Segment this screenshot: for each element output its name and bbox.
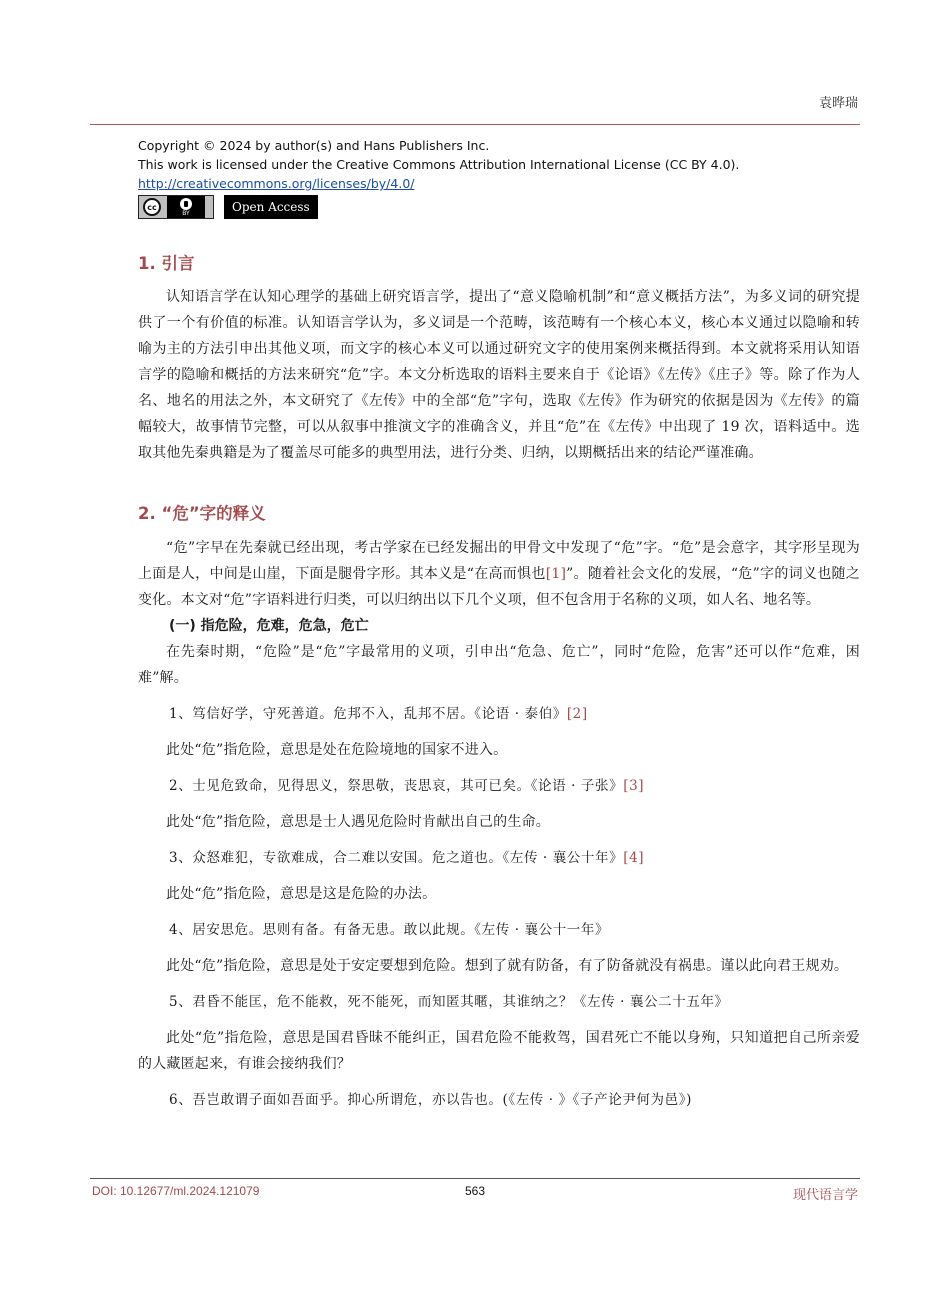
citation-link[interactable]: [4]: [623, 850, 645, 866]
section-1-paragraph: 认知语言学在认知心理学的基础上研究语言学，提出了“意义隐喻机制”和“意义概括方法”，为多义词的研究提供了一个有价值的标准。认知语言学认为，多义词是一个范畴，该范畴有一个核心本义，核心本义通过以隐喻和转喻为主的方法引申出其他义项，而文字的核心本义可以通过研究文字的使用案例来概括得到。本文就将采用认知语言学的隐喻和概括的方法来研究“危”字。本文分析选取的语料主要来自于《论语》《左传》《庄子》等。除了作为人名、地名的用法之外，本文研究了《左传》中的全部“危”字句，选取《左传》作为研究的依据是因为《左传》的篇幅较大，故事情节完整，可以从叙事中推演文字的准确含义，并且“危”在《左传》中出现了 19 次，语料适中。选取其他先秦典籍是为了覆盖尽可能多的典型用法，进行分类、归纳，以期概括出来的结论严谨准确。: [138, 289, 860, 461]
citation-link[interactable]: [3]: [623, 778, 645, 794]
page-number: 563: [465, 1184, 486, 1198]
example-quote: 5、君昏不能匡，危不能救，死不能死，而知匿其暱，其谁纳之？《左传 · 襄公二十五年》: [169, 994, 729, 1010]
section-1-body: [138, 284, 860, 466]
example-note: 此处“危”指危险，意思是这是危险的办法。: [166, 886, 437, 902]
person-icon: [180, 198, 192, 210]
section-1: [138, 250, 860, 274]
cc-icon: cc: [143, 198, 161, 216]
subsection-paragraph: 在先秦时期，“危险”是“危”字最常用的义项，引申出“危急、危亡”，同时“危险，危害”还可以作“危难，困难”解。: [138, 644, 860, 686]
open-access-badge[interactable]: Open Access: [224, 195, 318, 219]
license-link[interactable]: http://creativecommons.org/licenses/by/4.0/: [138, 176, 415, 191]
example-quote: 1、笃信好学，守死善道。危邦不入，乱邦不居。《论语 · 泰伯》[2]: [169, 706, 588, 722]
journal-name: 现代语言学: [792, 1187, 858, 1202]
section-2-body: [138, 535, 860, 1113]
example-quote: 2、士见危致命，见得思义，祭思敬，丧思哀，其可已矣。《论语 · 子张》[3]: [169, 778, 645, 794]
cc-by-badge[interactable]: [138, 195, 214, 219]
by-label: BY: [182, 209, 190, 217]
footer-divider: [90, 1178, 860, 1179]
copyright-line: Copyright © 2024 by author(s) and Hans Publishers Inc.: [138, 138, 490, 153]
example-note: 此处“危”指危险，意思是处在危险境地的国家不进入。: [166, 742, 508, 758]
example-quote: 3、众怒难犯，专欲难成，合二难以安国。危之道也。《左传 · 襄公十年》[4]: [169, 850, 645, 866]
section-2: [138, 500, 860, 524]
citation-link[interactable]: [1]: [545, 566, 567, 582]
section-1-title: 1. 引言: [138, 254, 195, 273]
example-quote: 6、吾岂敢谓子面如吾面乎。抑心所谓危，亦以告也。(《左传 · 》《子产论尹何为邑》): [169, 1092, 692, 1108]
example-note: 此处“危”指危险，意思是士人遇见危险时肯献出自己的生命。: [166, 814, 550, 830]
page-footer: [90, 1184, 860, 1204]
license-block: [138, 136, 818, 193]
example-note: 此处“危”指危险，意思是处于安定要想到危险。想到了就有防备，有了防备就没有祸患。谨以此向君王规劝。: [166, 958, 849, 974]
license-line: This work is licensed under the Creative Commons Attribution International License (CC BY 4.0).: [138, 157, 740, 172]
running-head-author: 袁晔瑞: [818, 95, 858, 110]
header-divider: [90, 124, 860, 125]
license-badges: [138, 195, 318, 219]
citation-link[interactable]: [2]: [566, 706, 588, 722]
example-note: 此处“危”指危险，意思是国君昏昧不能纠正，国君危险不能救驾，国君死亡不能以身殉，只知道把自己所亲爱的人藏匿起来，有谁会接纳我们？: [138, 1030, 860, 1072]
example-quote: 4、居安思危。思则有备。有备无患。敢以此规。《左传 · 襄公十一年》: [169, 922, 610, 938]
doi-link[interactable]: DOI: 10.12677/ml.2024.121079: [92, 1184, 260, 1198]
section-2-paragraph: “危”字早在先秦就已经出现，考古学家在已经发掘出的甲骨文中发现了“危”字。“危”是会意字，其字形呈现为上面是人，中间是山崖，下面是腿骨字形。其本义是“在高而惧也[1]”。随着社会文化的发展，“危”字的词义也随之变化。本文对“危”字语料进行归类，可以归纳出以下几个义项，但不包含用于名称的义项，如人名、地名等。: [138, 540, 860, 608]
subsection-heading: (一) 指危险，危难，危急，危亡: [169, 618, 369, 634]
by-icon: [167, 196, 205, 218]
section-2-title: 2. “危”字的释义: [138, 504, 266, 523]
